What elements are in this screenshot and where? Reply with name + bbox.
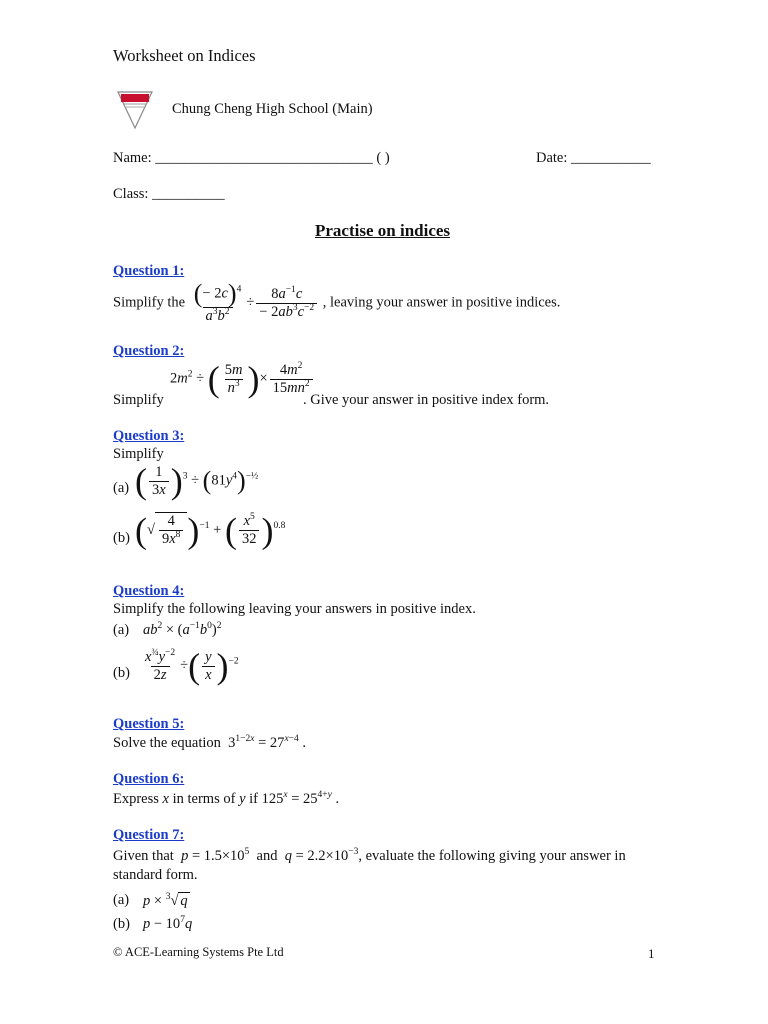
school-name: Chung Cheng High School (Main) [172, 101, 373, 117]
page-number: 1 [648, 946, 655, 961]
q3-b-label: (b) [113, 530, 130, 546]
page-title: Practise on indices [315, 221, 451, 240]
question-1-heading: Question 1: [113, 263, 185, 279]
q6-mid-2: if [249, 791, 258, 807]
class-field-label: Class: __________ [113, 186, 225, 202]
q7-a-label: (a) [113, 892, 130, 908]
q6-mid-1: in terms of [172, 791, 236, 807]
q5-prefix: Solve the equation [113, 735, 221, 751]
q3-a-label: (a) [113, 480, 130, 496]
q1-fraction-1: $\frac{(- 2c)^4}{a^3b^2}$ [193, 279, 242, 324]
question-6-heading: Question 6: [113, 771, 185, 787]
q7-b-label: (b) [113, 916, 130, 932]
question-1-body: Simplify the $\frac{(- 2c)^4}{a^3b^2}$ ÷ $\frac{8a^{-1}c}{- 2ab^3c^{-2}}$ , leaving your answer in positive indices. [113, 279, 561, 324]
q5-body: Solve the equation $3^{1-2x} = 27^{x-4}$ . [113, 734, 307, 751]
worksheet-title: Worksheet on Indices [113, 46, 256, 65]
q7-prefix: Given that [113, 848, 174, 864]
q4-b-expression: $\frac{x^{\frac{3}{4}}y^{-2}}{2z}$ ÷( $\frac{y}{x}$ )$^{-2}$ [145, 646, 239, 686]
question-3-heading: Question 3: [113, 428, 185, 444]
school-logo [116, 90, 154, 130]
q4-intro: Simplify the following leaving your answers in positive index. [113, 601, 476, 617]
q4-b-label: (b) [113, 665, 130, 681]
q2-expression: $2m^2$ ÷ ( $\frac{5m}{n^3}$ )× $\frac{4m^2}{15mn^2}$ [170, 361, 315, 397]
q7-line-2: standard form. [113, 867, 198, 883]
footer-copyright: © ACE-Learning Systems Pte Ltd [113, 945, 284, 959]
q2-prefix: Simplify [113, 392, 164, 408]
q3-b-expression: (√ $\frac{4}{9x^8}$ )$^{-1}$ + ( $\frac{x^5}{32}$ )$^{0.8}$ [135, 510, 286, 551]
q7-a-expression: p × $^3$√ q [143, 892, 188, 909]
q1-suffix: , leaving your answer in positive indices. [322, 294, 561, 311]
q2-suffix: . Give your answer in positive index form. [303, 392, 550, 408]
q6-prefix: Express [113, 791, 159, 807]
question-7-heading: Question 7: [113, 827, 185, 843]
q7-suffix: , evaluate the following giving your answer in [358, 848, 626, 864]
q4-a-expression: $ab^2 \times (a^{-1}b^0)^2$ [143, 621, 222, 638]
q7-body: Given that $p = 1.5\times 10^5$ and $q = 2.2\times 10^{-3}$, evaluate the following giving your answer in [113, 847, 626, 864]
q7-and: and [256, 848, 278, 864]
q1-fraction-2: $\frac{8a^{-1}c}{- 2ab^3c^{-2}}$ [256, 286, 317, 321]
q3-a-expression: ( $\frac{1}{3x}$ )$^3 \div (81y^4)^{-\frac{1}{2}}$ [135, 461, 259, 501]
name-field-label: Name: ______________________________ ( ) [113, 150, 390, 166]
q4-a-label: (a) [113, 622, 130, 638]
question-2-heading: Question 2: [113, 343, 185, 359]
q7-b-expression: $p - 10^7q$ [143, 915, 193, 932]
date-field-label: Date: ___________ [536, 150, 651, 166]
q6-body: Express x in terms of y if $125^x = 25^{4+y}$ . [113, 790, 340, 807]
q3-intro: Simplify [113, 446, 164, 462]
question-4-heading: Question 4: [113, 583, 185, 599]
question-5-heading: Question 5: [113, 716, 185, 732]
q1-prefix: Simplify the [113, 294, 186, 311]
